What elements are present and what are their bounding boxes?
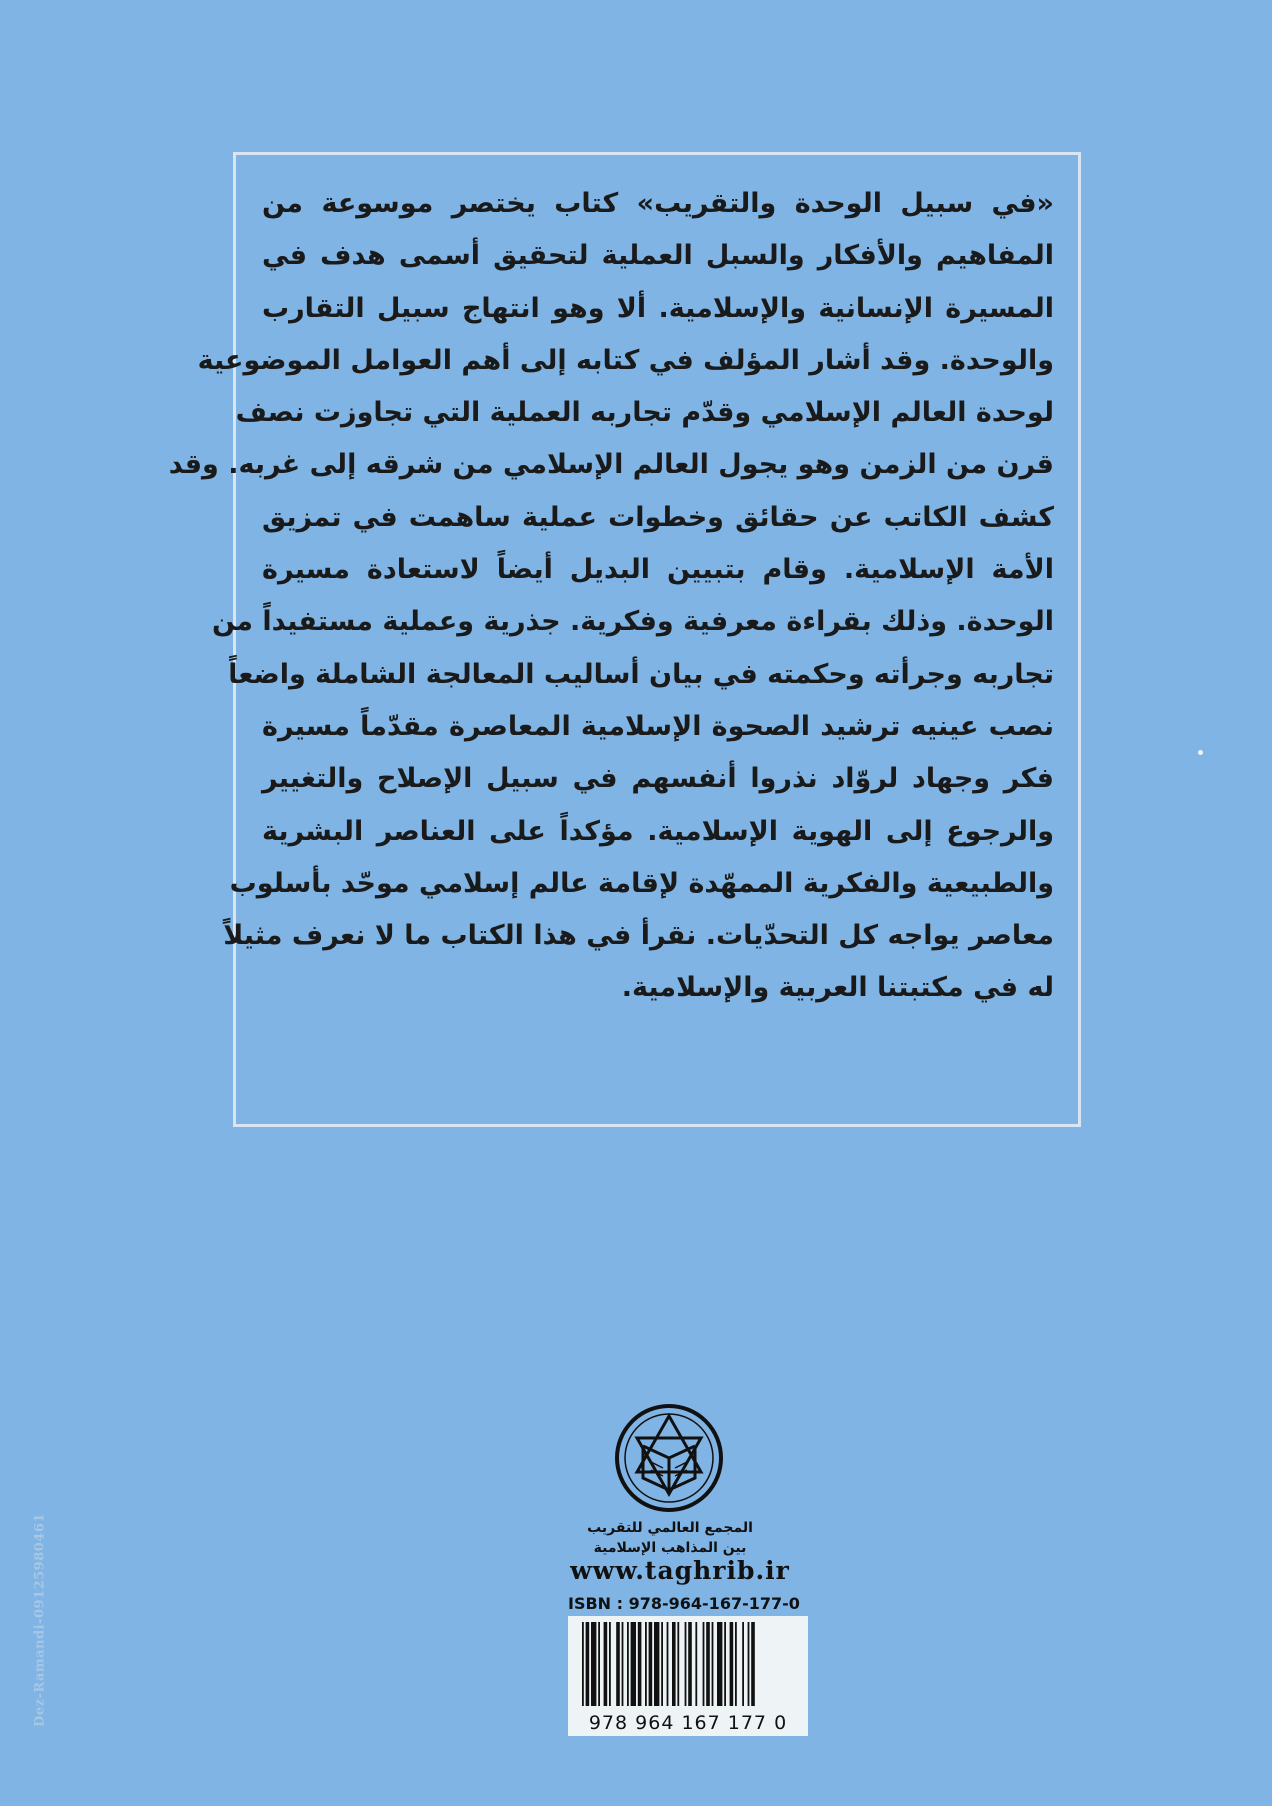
publisher-name-line2: بين المذاهب الإسلامية <box>593 1540 747 1556</box>
blurb-text <box>168 178 1054 1015</box>
blurb-line: والوحدة. وقد أشار المؤلف في كتابه إلى أهم العوامل الموضوعية <box>197 344 1054 376</box>
blurb-line: المفاهيم والأفكار والسبل العملية لتحقيق أسمى هدف في <box>262 240 1054 272</box>
barcode-bar <box>712 1622 714 1706</box>
blurb-line: والرجوع إلى الهوية الإسلامية. مؤكداً على العناصر البشرية <box>262 815 1054 847</box>
blurb-line: نصب عينيه ترشيد الصحوة الإسلامية المعاصرة مقدّماً مسيرة <box>262 710 1054 742</box>
barcode-bar <box>654 1622 659 1706</box>
barcode-bar <box>582 1622 584 1706</box>
barcode-bar <box>591 1622 596 1706</box>
publisher-website: www.taghrib.ir <box>570 1556 790 1585</box>
barcode-bar <box>672 1622 676 1706</box>
barcode-bar <box>638 1622 642 1706</box>
barcode-bar <box>645 1622 647 1706</box>
barcode-bar <box>667 1622 669 1706</box>
blurb-line: كشف الكاتب عن حقائق وخطوات عملية ساهمت في تمزيق <box>262 501 1054 533</box>
barcode-bar <box>735 1622 737 1706</box>
barcode-bar <box>631 1622 636 1706</box>
barcode-bar <box>688 1622 692 1706</box>
barcode <box>568 1616 808 1736</box>
barcode-bar <box>604 1622 608 1706</box>
barcode-bar <box>748 1622 750 1706</box>
barcode-bar <box>677 1622 679 1706</box>
barcode-bar <box>622 1622 624 1706</box>
barcode-bar <box>661 1622 663 1706</box>
blurb-line: له في مكتبتنا العربية والإسلامية. <box>621 972 1054 1004</box>
barcode-bar <box>685 1622 687 1706</box>
barcode-bar <box>724 1622 726 1706</box>
barcode-bar <box>598 1622 600 1706</box>
blurb-line: والطبيعية والفكرية الممهّدة لإقامة عالم إسلامي موحّد بأسلوب <box>229 867 1054 899</box>
barcode-bar <box>616 1622 620 1706</box>
publisher-name <box>560 1518 780 1558</box>
barcode-bar <box>586 1622 590 1706</box>
barcode-bar <box>730 1622 734 1706</box>
barcode-bar <box>717 1622 722 1706</box>
barcode-bar <box>706 1622 710 1706</box>
barcode-bar <box>695 1622 697 1706</box>
isbn-label: ISBN : 978-964-167-177-0 <box>568 1594 800 1613</box>
barcode-bar <box>703 1622 705 1706</box>
blurb-line: قرن من الزمن وهو يجول العالم الإسلامي من شرقه إلى غربه. وقد <box>168 449 1054 481</box>
blurb-line: معاصر يواجه كل التحدّيات. نقرأ في هذا الكتاب ما لا نعرف مثيلاً <box>223 920 1054 952</box>
blurb-line: لوحدة العالم الإسلامي وقدّم تجاربه العملية التي تجاوزت نصف <box>235 397 1054 429</box>
barcode-bar <box>627 1622 629 1706</box>
blurb-line: فكر وجهاد لروّاد نذروا أنفسهم في سبيل الإصلاح والتغيير <box>262 763 1054 795</box>
side-watermark: Dez-Ramandi-09125980461 <box>32 1513 48 1727</box>
book-star-seal-icon <box>613 1402 725 1514</box>
decorative-dot <box>1198 750 1203 755</box>
blurb-line: «في سبيل الوحدة والتقريب» كتاب يختصر موسوعة من <box>262 188 1054 219</box>
barcode-bar <box>649 1622 653 1706</box>
publisher-name-line1: المجمع العالمي للتقريب <box>587 1520 753 1536</box>
barcode-digits: 978 964 167 177 0 <box>588 1712 788 1734</box>
blurb-line: الأمة الإسلامية. وقام بتبيين البديل أيضاً لاستعادة مسيرة <box>262 554 1054 586</box>
barcode-bar <box>751 1622 755 1706</box>
blurb-line: الوحدة. وذلك بقراءة معرفية وفكرية. جذرية وعملية مستفيداً من <box>212 606 1054 638</box>
blurb-line: تجاربه وجرأته وحكمته في بيان أساليب المعالجة الشاملة واضعاً <box>228 658 1054 690</box>
blurb-line: المسيرة الإنسانية والإسلامية. ألا وهو انتهاج سبيل التقارب <box>262 292 1054 324</box>
barcode-bar <box>742 1622 744 1706</box>
barcode-bar <box>609 1622 611 1706</box>
